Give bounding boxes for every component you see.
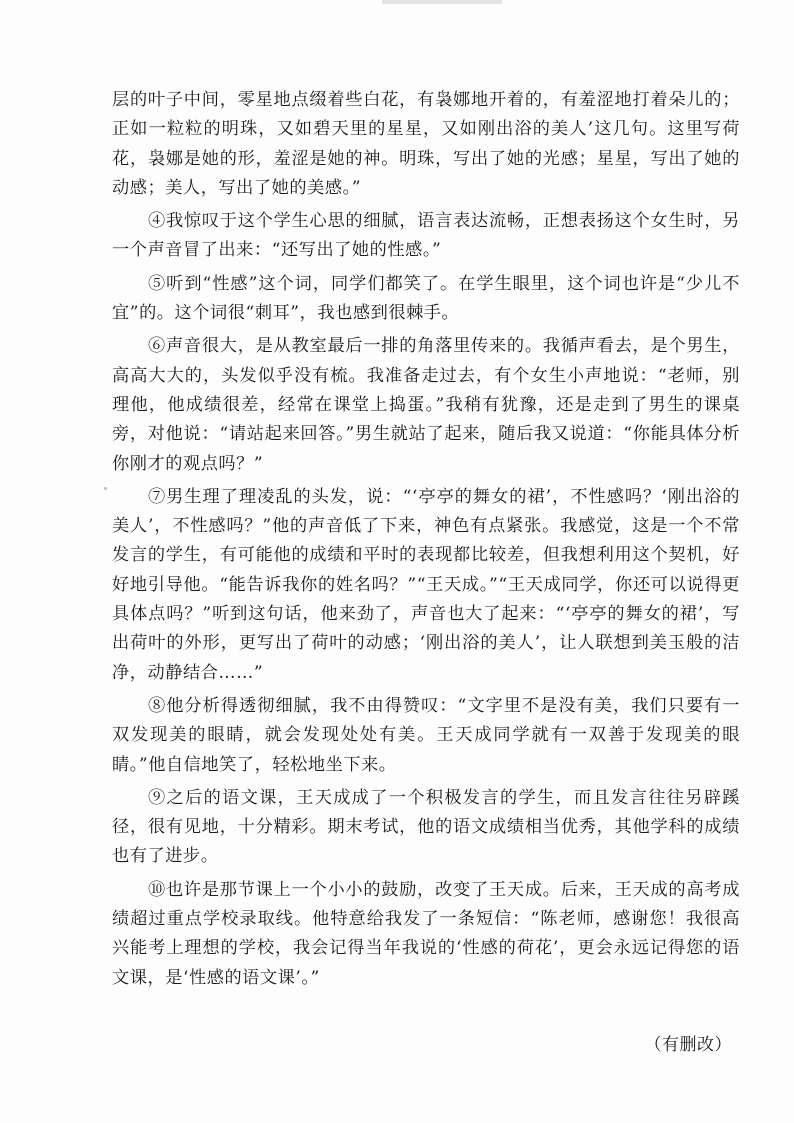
paragraph-continuation: 层的叶子中间，零星地点缀着些白花，有袅娜地开着的，有羞涩地打着朵儿的；正如一粒粒的明珠，又如碧天里的星星，又如刚出浴的美人’这几句。这里写荷花，袅娜是她的形，羞涩是她的神。明珠，写出了她的光感；星星，写出了她的动感；美人，写出了她的美感。” <box>112 90 740 198</box>
scan-edge-mark <box>382 0 502 4</box>
paragraph-5: ⑤听到“性感”这个词，同学们都笑了。在学生眼里，这个词也许是“少儿不宜”的。这个词很“刺耳”，我也感到很棘手。 <box>112 273 740 324</box>
article-body <box>112 86 740 993</box>
paragraph-6: ⑥声音很大，是从教室最后一排的角落里传来的。我循声看去，是个男生，高高大大的，头发似乎没有梳。我准备走过去，有个女生小声地说：“老师，别理他，他成绩很差，经常在课堂上捣蛋。”我稍有犹豫，还是走到了男生的课桌旁，对他说：“请站起来回答。”男生就站了起来，随后我又说道：“你能具体分析你刚才的观点吗？” <box>112 336 740 474</box>
paragraph-8: ⑧他分析得透彻细腻，我不由得赞叹：“文字里不是没有美，我们只要有一双发现美的眼睛，就会发现处处有美。王天成同学就有一双善于发现美的眼睛。”他自信地笑了，轻松地坐下来。 <box>112 695 740 775</box>
paragraph-10: ⑩也许是那节课上一个小小的鼓励，改变了王天成。后来，王天成的高考成绩超过重点学校录取线。他特意给我发了一条短信：“陈老师，感谢您！我很高兴能考上理想的学校，我会记得当年我说的‘性感的荷花’，更会永远记得您的语文课，是‘性感的语文课’。” <box>112 879 740 988</box>
paragraph-7: ⑦男生理了理凌乱的头发，说：“‘亭亭的舞女的裙’，不性感吗？‘刚出浴的美人’，不性感吗？”他的声音低了下来，神色有点紧张。我感觉，这是一个不常发言的学生，有可能他的成绩和平时的表现都比较差，但我想利用这个契机，好好地引导他。“能告诉我你的姓名吗？”“王天成。”“王天成同学，你还可以说得更具体点吗？”听到这句话，他来劲了，声音也大了起来：“‘亭亭的舞女的裙’，写出荷叶的外形，更写出了荷叶的动感；‘刚出浴的美人’，让人联想到美玉般的洁净，动静结合……” <box>112 486 740 683</box>
paragraph-4: ④我惊叹于这个学生心思的细腻，语言表达流畅，正想表扬这个女生时，另一个声音冒了出来：“还写出了她的性感。” <box>112 211 740 261</box>
scan-speck <box>104 487 107 490</box>
paragraph-9: ⑨之后的语文课，王天成成了一个积极发言的学生，而且发言往往另辟蹊径，很有见地，十分精彩。期末考试，他的语文成绩相当优秀，其他学科的成绩也有了进步。 <box>112 787 740 867</box>
source-note: （有删改） <box>644 1035 732 1055</box>
